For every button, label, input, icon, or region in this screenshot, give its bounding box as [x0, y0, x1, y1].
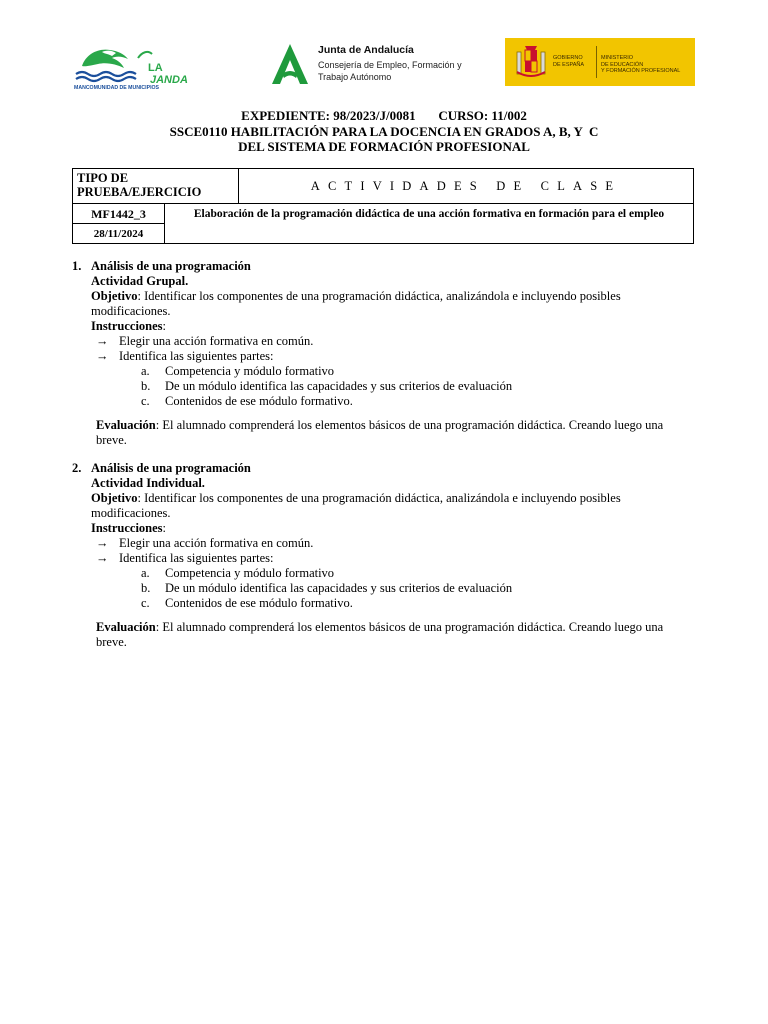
sub-list-item: a. Competencia y módulo formativo	[141, 364, 335, 378]
sub-list-item: c. Contenidos de ese módulo formativo.	[141, 596, 353, 610]
activity-label: Actividad Grupal.	[91, 274, 189, 288]
gobierno-espana-logo	[505, 38, 695, 86]
sub-list-item: c. Contenidos de ese módulo formativo.	[141, 394, 353, 408]
la-janda-name-la: LA	[148, 62, 163, 74]
section-number: 1.	[72, 259, 82, 273]
instructions-heading: Instrucciones:	[91, 319, 167, 333]
section-number: 2.	[72, 461, 82, 475]
right-arrow-icon: →	[96, 536, 109, 550]
right-arrow-icon: →	[96, 551, 109, 565]
activity-type-cell: ACTIVIDADES DE CLASE	[310, 179, 622, 193]
la-janda-logo	[72, 44, 196, 90]
activity-label: Actividad Individual.	[91, 476, 205, 490]
type-label-cell: TIPO DE PRUEBA/EJERCICIO	[73, 169, 239, 203]
objective-text: : Identificar los componentes de una programación didáctica, analizándola e incluyendo posibles modificaciones.	[91, 491, 621, 520]
section-title: Análisis de una programación	[91, 259, 251, 273]
evaluation-text: : El alumnado comprenderá los elementos básicos de una programación didáctica. Creando luego una breve.	[96, 418, 664, 447]
objective-label: Objetivo	[91, 289, 138, 303]
evaluation-label: Evaluación	[96, 620, 156, 634]
la-janda-tagline: MANCOMUNIDAD DE MUNICIPIOS	[74, 85, 160, 90]
list-item: → Elegir una acción formativa en común.	[96, 334, 314, 348]
evaluation-paragraph	[91, 620, 694, 650]
date-cell: 28/11/2024	[73, 223, 165, 243]
la-janda-name-janda: JANDA	[150, 74, 188, 86]
right-arrow-icon: →	[96, 349, 109, 363]
info-table	[72, 168, 694, 244]
spain-crest-icon	[511, 42, 551, 82]
junta-title: Junta de Andalucía	[318, 44, 414, 56]
evaluation-text: : El alumnado comprenderá los elementos básicos de una programación didáctica. Creando luego una breve.	[96, 620, 664, 649]
objective-paragraph	[91, 491, 694, 521]
evaluation-label: Evaluación	[96, 418, 156, 432]
document-title	[0, 108, 768, 155]
ministerio-text: MINISTERIO DE EDUCACIÓN Y FORMACIÓN PROFESIONAL	[601, 55, 681, 74]
right-arrow-icon: →	[96, 334, 109, 348]
description-cell: Elaboración de la programación didáctica de una acción formativa en formación para el empleo	[165, 203, 693, 243]
junta-subtitle: Consejería de Empleo, Formación y Trabajo Autónomo	[318, 60, 462, 82]
instructions-heading: Instrucciones:	[91, 521, 167, 535]
objective-label: Objetivo	[91, 491, 138, 505]
junta-andalucia-logo	[268, 40, 478, 90]
title-course-name-cont: DEL SISTEMA DE FORMACIÓN PROFESIONAL	[238, 139, 530, 154]
sub-list-item: b. De un módulo identifica las capacidades y sus criterios de evaluación	[141, 379, 513, 393]
sub-list-item: a. Competencia y módulo formativo	[141, 566, 335, 580]
junta-andalucia-emblem-icon	[268, 42, 312, 86]
title-course-name: SSCE0110 HABILITACIÓN PARA LA DOCENCIA EN GRADOS A, B, Y C	[169, 123, 599, 139]
gobierno-divider	[596, 46, 597, 78]
sub-list-item: b. De un módulo identifica las capacidades y sus criterios de evaluación	[141, 581, 513, 595]
gobierno-text: GOBIERNO DE ESPAÑA	[553, 55, 585, 68]
la-janda-emblem-icon	[72, 44, 196, 90]
section-title: Análisis de una programación	[91, 461, 251, 475]
title-expediente: EXPEDIENTE: 98/2023/J/0081 CURSO: 11/002	[241, 108, 527, 123]
list-item: → Identifica las siguientes partes:	[96, 551, 274, 565]
module-code-cell: MF1442_3	[73, 203, 165, 223]
evaluation-paragraph	[91, 418, 694, 448]
list-item: → Elegir una acción formativa en común.	[96, 536, 314, 550]
objective-text: : Identificar los componentes de una programación didáctica, analizándola e incluyendo posibles modificaciones.	[91, 289, 621, 318]
objective-paragraph	[91, 289, 694, 319]
list-item: → Identifica las siguientes partes:	[96, 349, 274, 363]
